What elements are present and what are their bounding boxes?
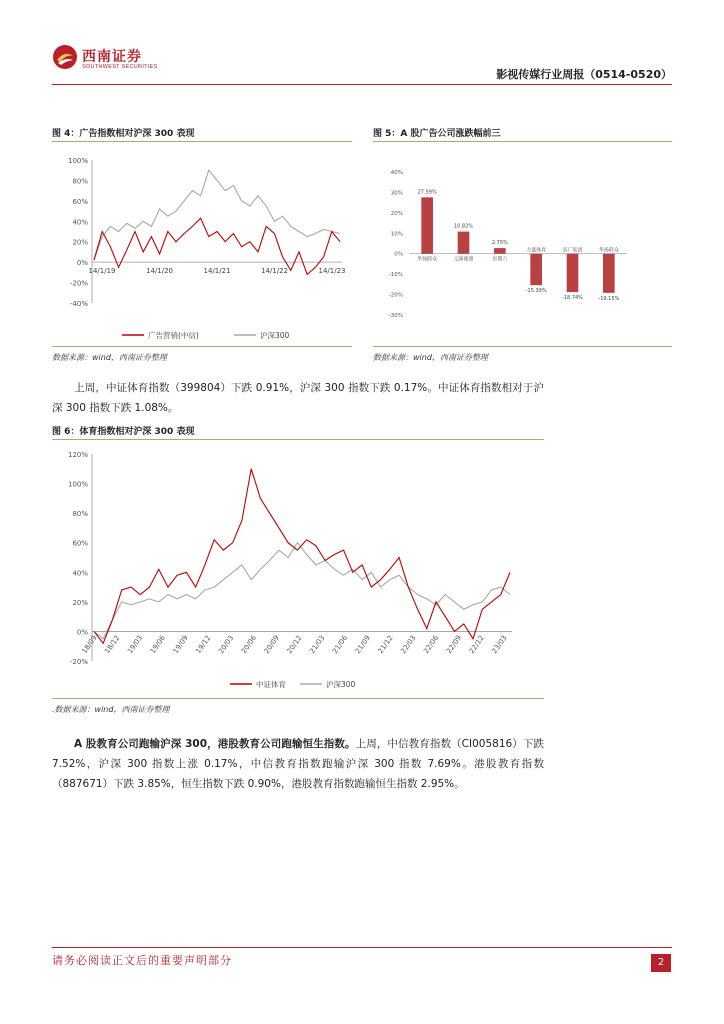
fig5-data-label: 27.59%	[417, 189, 437, 196]
footer-disclaimer: 请务必阅读正文后的重要声明部分	[52, 954, 232, 967]
paragraph-sports-index-text: 上周，中证体育指数（399804）下跌 0.91%，沪深 300 指数下跌 0.17%。中证体育指数相对于沪深 300 指数下跌 1.08%。	[52, 382, 544, 414]
fig6-x-tick-label: 19/12	[194, 633, 213, 656]
fig5-category-label: 星期六	[492, 256, 508, 263]
fig5-source: 数据来源：wind，西南证券整理	[373, 353, 488, 362]
fig5-bar	[603, 254, 615, 293]
fig4-legend-label: 沪深300	[260, 331, 290, 340]
fig4-source: 数据来源：wind，西南证券整理	[52, 353, 167, 362]
fig6-title: 图 6：体育指数相对沪深 300 表现	[52, 427, 195, 437]
fig4-x-tick-label: 14/1/23	[318, 267, 346, 276]
fig5-y-tick-label: -30%	[388, 313, 403, 319]
header-divider	[52, 84, 672, 85]
fig4-series-line	[94, 218, 340, 274]
fig6-x-tick-label: 19/03	[126, 633, 145, 656]
fig5-bottom-rule	[373, 346, 672, 347]
fig5-title: 图 5：A 股广告公司涨跌幅前三	[373, 129, 501, 139]
logo-text-cn: 西南证券	[82, 49, 142, 65]
fig5-category-label: 力盛体育	[526, 247, 547, 254]
brand-logo	[52, 44, 172, 74]
fig5-chart	[373, 148, 672, 346]
fig6-x-tick-label: 22/09	[444, 633, 464, 656]
fig4-y-tick-label: 20%	[72, 238, 88, 247]
fig6-x-tick-label: 22/03	[399, 633, 418, 656]
fig6-x-tick-label: 22/06	[422, 633, 441, 656]
fig4-x-tick-label: 14/1/21	[203, 267, 231, 276]
page-number: 2	[651, 954, 671, 972]
fig6-chart	[52, 444, 544, 697]
fig4-x-tick-label: 14/1/20	[146, 267, 173, 276]
fig5-data-label: -18.74%	[562, 294, 583, 301]
fig5-y-tick-label: -20%	[388, 292, 403, 299]
fig6-x-tick-label: 19/06	[148, 633, 167, 656]
fig6-legend-label: 沪深300	[326, 680, 356, 689]
fig6-x-tick-label: 20/03	[217, 633, 236, 656]
fig6-y-tick-label: 20%	[72, 598, 88, 607]
fig4-y-tick-label: 100%	[67, 157, 88, 165]
fig6-x-tick-label: 20/06	[239, 633, 259, 656]
fig5-data-label: -15.39%	[525, 288, 547, 295]
fig5-bar	[458, 232, 470, 254]
fig6-y-tick-label: 100%	[67, 480, 88, 489]
fig4-y-tick-label: 80%	[72, 177, 88, 186]
fig6-x-tick-label: 21/06	[331, 633, 350, 656]
fig4-series-line	[94, 170, 340, 260]
paragraph-sports-index	[52, 378, 544, 418]
paragraph-education-lead: A 股教育公司跑输沪深 300，港股教育公司跑输恒生指数。	[74, 738, 356, 750]
fig6-source: .数据来源：wind，西南证券整理	[52, 705, 170, 714]
fig6-y-tick-label: 80%	[72, 510, 88, 519]
logo-text-en: SOUTHWEST SECURITIES	[82, 64, 158, 70]
fig4-x-tick-label: 14/1/19	[88, 267, 116, 276]
fig6-y-tick-label: -20%	[69, 658, 88, 666]
fig4-y-tick-label: -40%	[69, 300, 88, 308]
fig5-y-tick-label: 40%	[390, 170, 403, 176]
fig4-y-tick-label: 0%	[76, 259, 88, 268]
fig6-x-tick-label: 20/12	[285, 633, 304, 656]
fig4-bottom-rule	[52, 346, 352, 347]
fig5-y-tick-label: 30%	[390, 190, 403, 197]
fig5-category-label: 元隆雅图	[453, 256, 474, 263]
fig4-y-tick-label: 60%	[72, 197, 88, 206]
fig4-title-rule	[52, 141, 352, 142]
fig4-x-tick-label: 14/1/22	[261, 267, 288, 276]
fig5-y-tick-label: 0%	[394, 251, 403, 258]
fig6-y-tick-label: 60%	[72, 539, 88, 548]
fig6-legend-label: 中证体育	[256, 680, 286, 689]
fig5-bar	[421, 197, 433, 253]
fig6-y-tick-label: 120%	[67, 451, 88, 459]
logo-icon	[52, 44, 78, 70]
fig6-x-tick-label: 18/12	[103, 633, 122, 656]
fig5-title-rule	[373, 141, 672, 142]
fig6-y-tick-label: 0%	[76, 628, 88, 637]
fig5-y-tick-label: 10%	[390, 231, 403, 238]
footer-divider	[52, 947, 672, 948]
fig6-x-tick-label: 22/12	[467, 633, 486, 656]
fig5-y-tick-label: -10%	[388, 272, 403, 279]
fig6-x-tick-label: 23/03	[490, 633, 509, 656]
fig5-data-label: -19.15%	[598, 295, 620, 302]
paragraph-education-text: 上周，中信教育指数（CI005816）下跌 7.52%，沪深 300 指数上涨 0.17%，中信教育指数跑输沪深 300 指数 7.69%。港股教育指数（887671）下跌 3.85%，恒生指数下跌 0.90%，港股教育指数跑输恒生指数 2.95%。	[52, 738, 544, 790]
fig6-x-tick-label: 20/09	[262, 633, 281, 656]
fig6-title-rule	[52, 439, 544, 440]
fig5-y-tick-label: 20%	[390, 210, 403, 217]
fig6-x-tick-label: 19/09	[171, 633, 190, 656]
fig6-bottom-rule	[52, 698, 544, 699]
fig6-series-line	[94, 543, 510, 639]
fig4-chart	[52, 148, 352, 346]
fig5-bar	[494, 248, 506, 254]
fig6-y-tick-label: 40%	[72, 569, 88, 578]
fig4-y-tick-label: -20%	[69, 279, 88, 288]
fig6-x-tick-label: 21/09	[353, 633, 372, 656]
fig6-x-tick-label: 21/03	[308, 633, 327, 656]
fig5-data-label: 10.82%	[453, 223, 474, 230]
fig6-x-tick-label: 21/12	[376, 633, 395, 656]
fig6-series-line	[94, 469, 510, 644]
fig4-legend-label: 广告营销(中信)	[148, 331, 199, 340]
fig6-x-tick-label: 18/09	[80, 633, 99, 656]
paragraph-education-index	[52, 734, 544, 794]
fig5-category-label: 华扬联众	[417, 256, 438, 263]
fig5-category-label: 省广集团	[562, 247, 583, 254]
fig4-y-tick-label: 40%	[72, 218, 88, 227]
fig5-category-label: 华扬联众	[598, 247, 619, 254]
fig5-data-label: 2.75%	[491, 240, 508, 247]
fig4-title: 图 4：广告指数相对沪深 300 表现	[52, 129, 195, 139]
report-title: 影视传媒行业周报（0514-0520）	[496, 68, 672, 81]
fig5-bar	[530, 254, 542, 285]
fig5-bar	[567, 254, 579, 292]
